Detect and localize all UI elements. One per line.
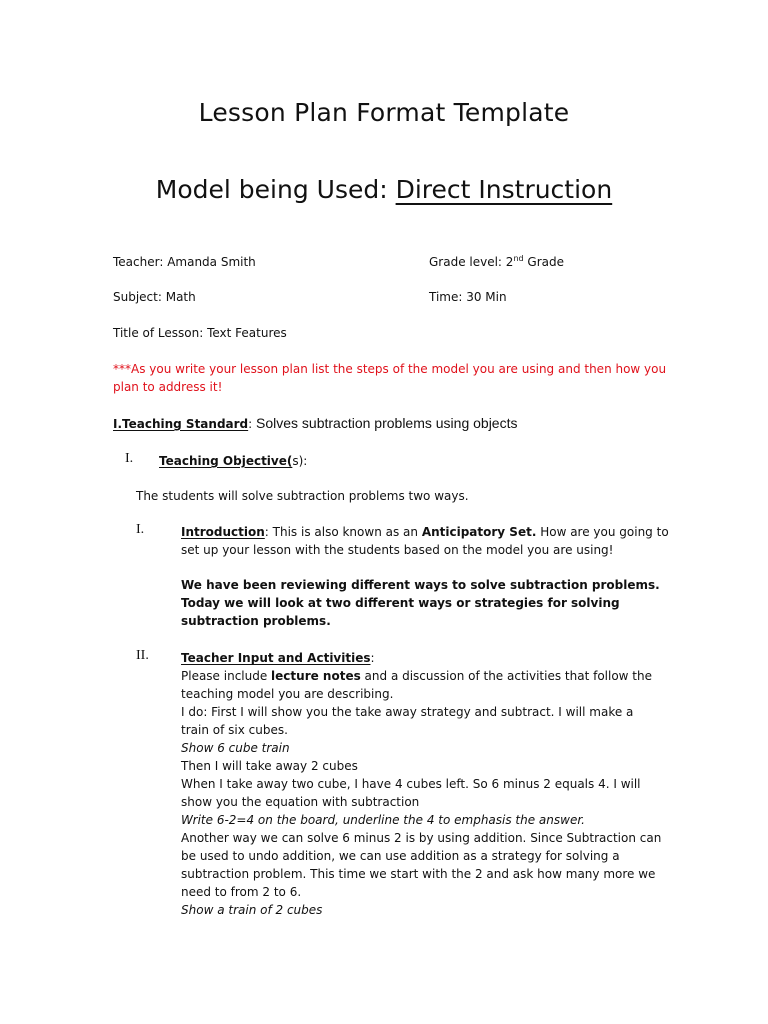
anticipatory-set-term: Anticipatory Set.: [421, 525, 537, 539]
subject-field: Subject: Math: [113, 290, 196, 304]
teacher-input-line-6: Then I will take away 2 cubes: [181, 759, 358, 773]
model-label: Model being Used:: [155, 175, 396, 204]
introduction-plan-line-1: We have been reviewing different ways to solve subtraction problems.: [181, 578, 660, 592]
standard-label: I.Teaching Standard: [113, 417, 249, 431]
objective-label-end: s):: [292, 454, 308, 468]
model-heading: [0, 175, 768, 204]
standard-text: Solves subtraction problems using objects: [256, 415, 518, 431]
grade-prefix: Grade level: 2: [429, 255, 514, 269]
introduction-plan-line-3: subtraction problems.: [181, 614, 331, 628]
teacher-input-line-4: train of six cubes.: [181, 723, 288, 737]
document-title: Lesson Plan Format Template: [198, 98, 570, 127]
teacher-input-heading: [181, 649, 651, 667]
note-line-2: plan to address it!: [113, 380, 223, 394]
teacher-input-colon: :: [370, 651, 375, 665]
introduction-text-a: : This is also known as an: [264, 525, 422, 539]
teacher-input-line-1: [181, 667, 651, 685]
teaching-standard: [113, 413, 517, 433]
standard-colon: :: [248, 417, 257, 431]
teacher-input-line-13: need to from 2 to 6.: [181, 885, 302, 899]
teacher-input-numeral: II.: [136, 648, 149, 663]
teacher-input-section: [181, 649, 662, 919]
teacher-input-line-10: Another way we can solve 6 minus 2 is by using addition. Since Subtraction can: [181, 831, 662, 845]
time-field: Time: 30 Min: [429, 290, 507, 304]
teacher-field: Teacher: Amanda Smith: [113, 255, 256, 269]
grade-field: [429, 253, 564, 271]
teacher-input-line-9: Write 6-2=4 on the board, underline the 4 to emphasis the answer.: [181, 813, 585, 827]
teacher-input-line-12: subtraction problem. This time we start with the 2 and ask how many more we: [181, 867, 656, 881]
teacher-input-line-3: I do: First I will show you the take away strategy and subtract. I will make a: [181, 705, 634, 719]
line1-text-a: Please include: [181, 669, 272, 683]
introduction-plan: [181, 576, 660, 630]
introduction-text-b: How are you going to: [536, 525, 669, 539]
objective-label: Teaching Objective(: [159, 454, 293, 468]
lecture-notes-term: lecture notes: [271, 669, 361, 683]
teacher-input-label: Teacher Input and Activities: [181, 651, 371, 665]
note-line-1: ***As you write your lesson plan list the steps of the model you are using and then how you: [113, 362, 667, 376]
introduction-label: Introduction: [181, 525, 265, 539]
teacher-input-line-8: show you the equation with subtraction: [181, 795, 420, 809]
teacher-input-line-11: be used to undo addition, we can use addition as a strategy for solving a: [181, 849, 620, 863]
introduction-plan-line-2: Today we will look at two different ways or strategies for solving: [181, 596, 620, 610]
teacher-input-line-2: teaching model you are describing.: [181, 687, 394, 701]
objective-numeral: I.: [125, 451, 134, 466]
teacher-input-line-5: Show 6 cube train: [181, 741, 290, 755]
introduction-line-1: [181, 523, 669, 541]
teacher-input-line-14: Show a train of 2 cubes: [181, 903, 323, 917]
introduction-section: [181, 523, 669, 559]
introduction-line-2: set up your lesson with the students based on the model you are using!: [181, 543, 614, 557]
grade-suffix: Grade: [523, 255, 564, 269]
objective-text: The students will solve subtraction problems two ways.: [136, 489, 469, 503]
introduction-numeral: I.: [136, 522, 145, 537]
lesson-title-field: Title of Lesson: Text Features: [113, 326, 287, 340]
teacher-input-line-7: When I take away two cube, I have 4 cubes left. So 6 minus 2 equals 4. I will: [181, 777, 641, 791]
grade-superscript: nd: [513, 254, 524, 263]
model-value: Direct Instruction: [395, 175, 613, 204]
line1-text-b: and a discussion of the activities that follow the: [360, 669, 652, 683]
teaching-objective-heading: [159, 452, 307, 470]
